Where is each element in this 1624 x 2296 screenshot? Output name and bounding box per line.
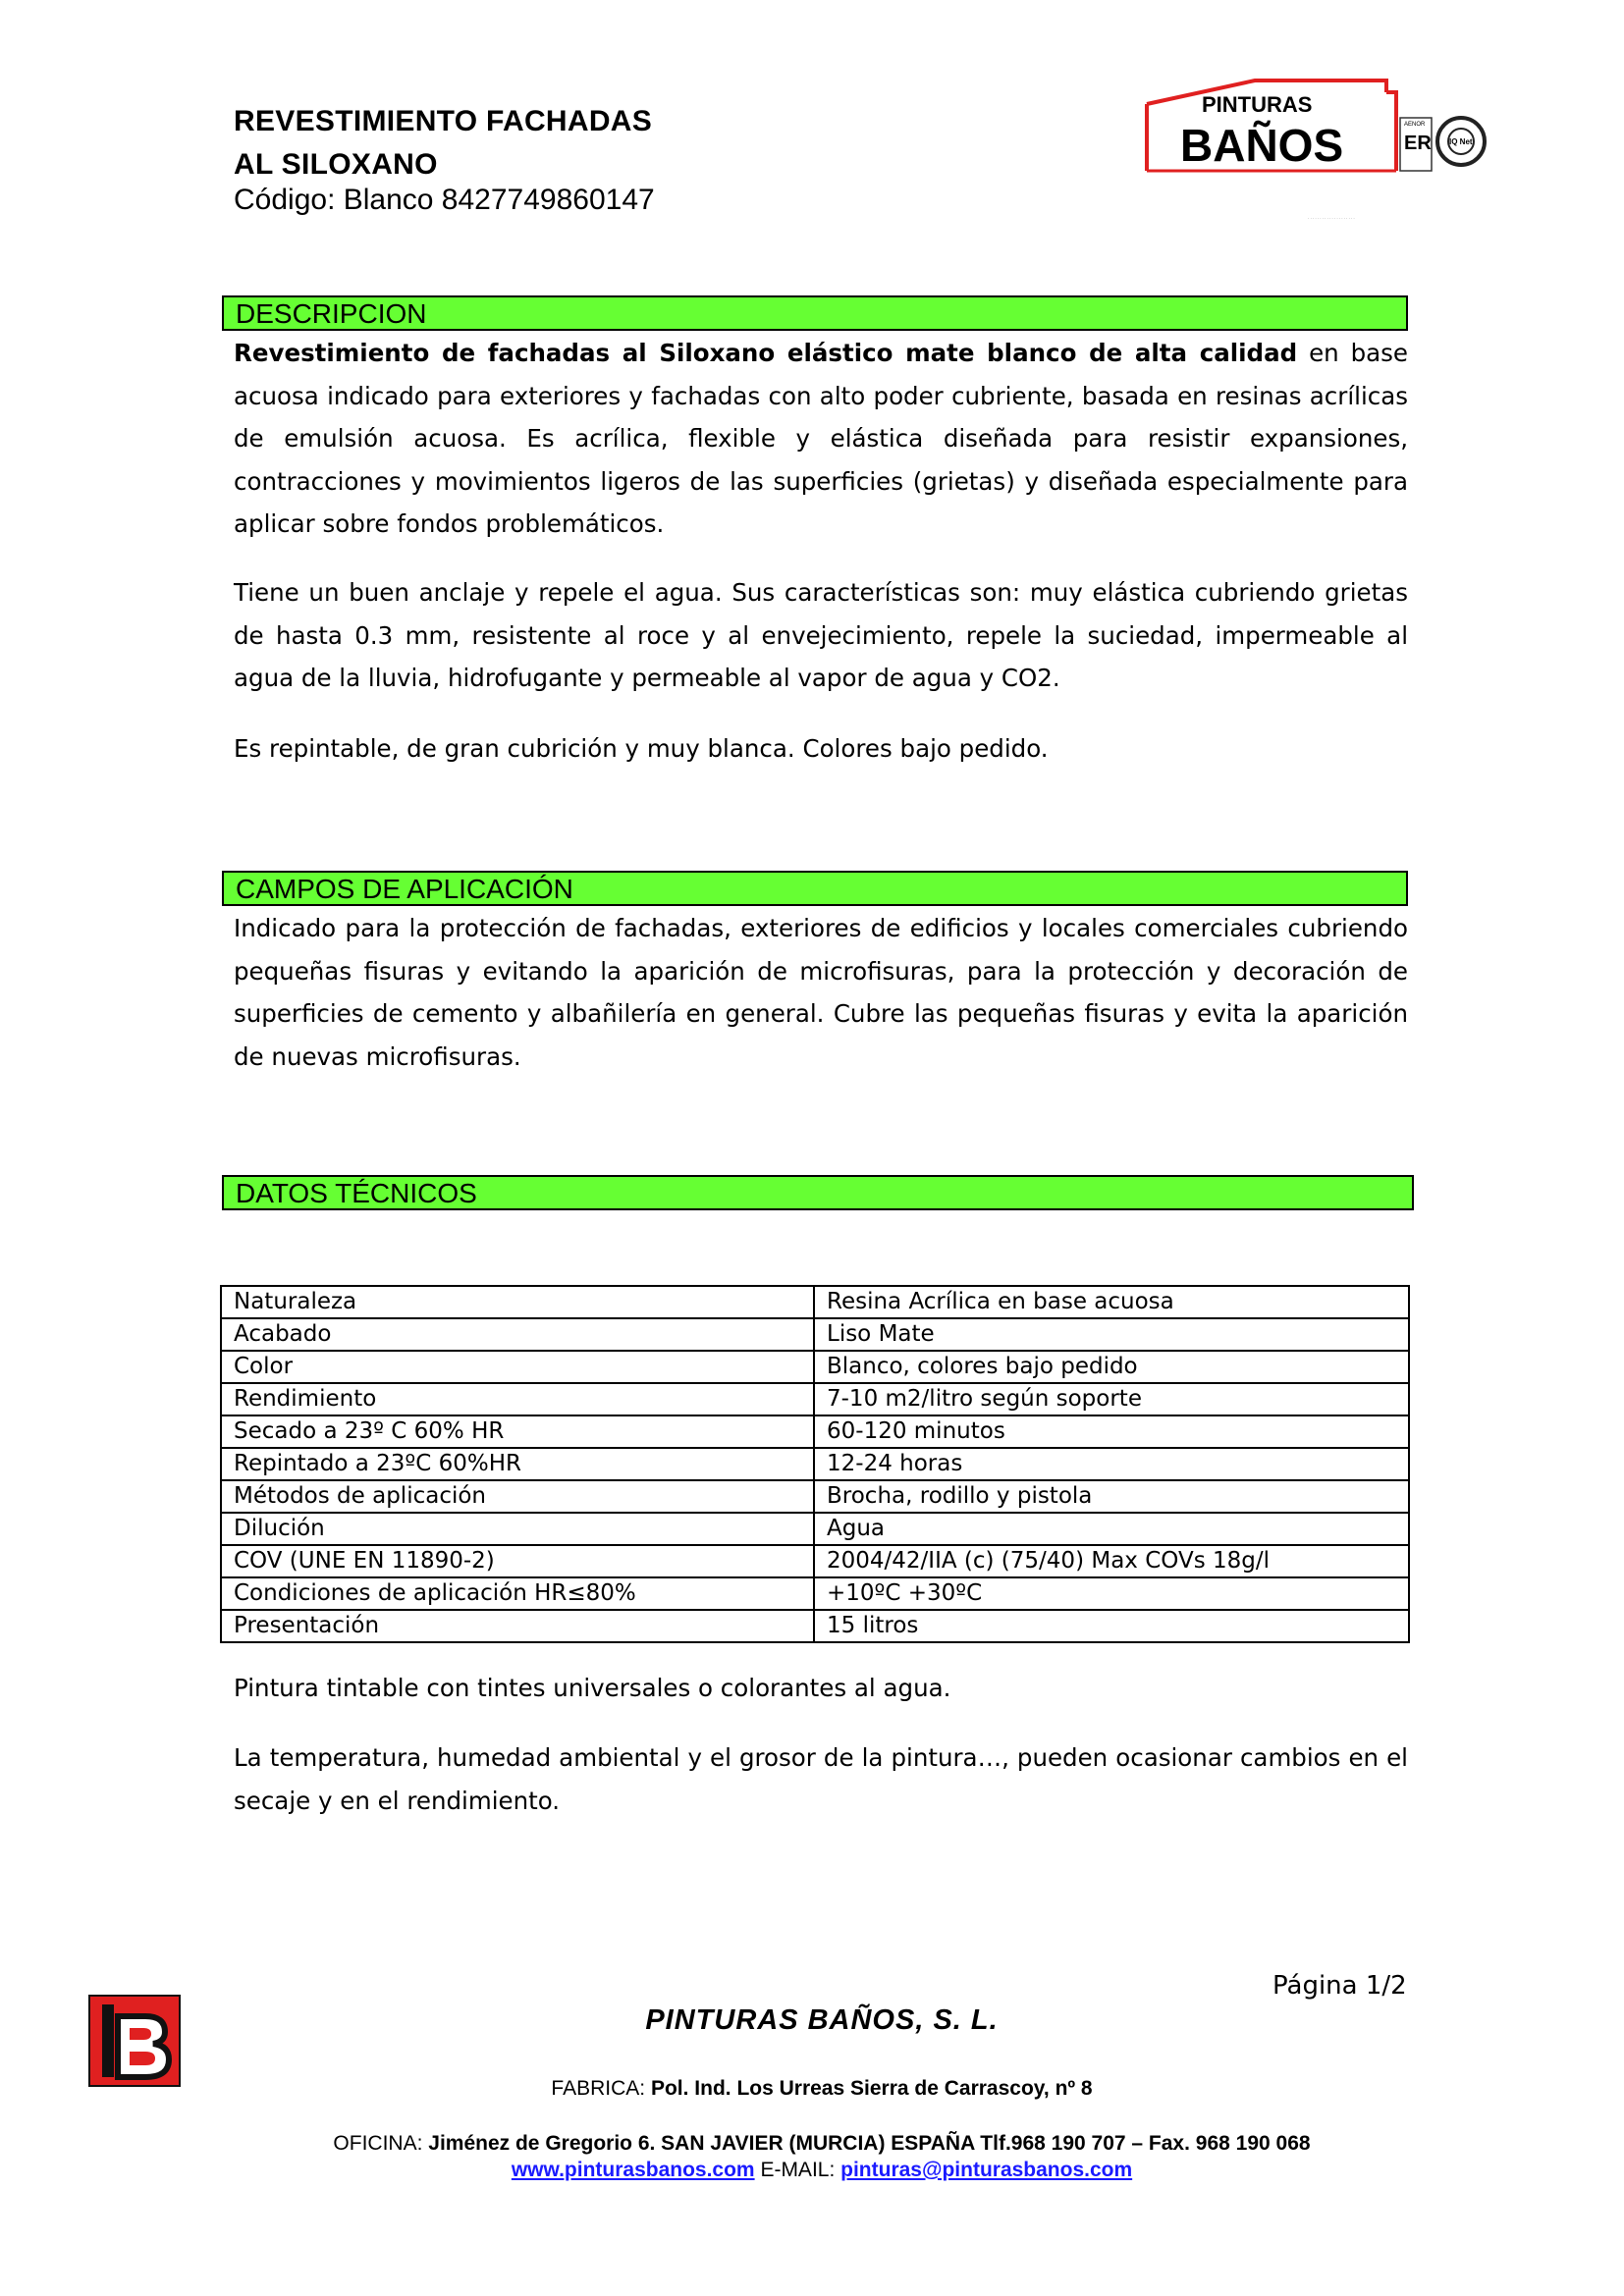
svg-text:AENOR: AENOR (1404, 122, 1426, 128)
svg-text:ER: ER (1404, 133, 1432, 154)
table-row (221, 1480, 1409, 1513)
descripcion-paragraph-3: Es repintable, de gran cubrición y muy blanca. Colores bajo pedido. (234, 734, 1049, 763)
table-value: Blanco, colores bajo pedido (814, 1351, 1409, 1383)
descripcion-paragraph-2: Tiene un buen anclaje y repele el agua. Sus características son: muy elástica cubriendo grietas de hasta 0.3 mm, resistente al roce y al envejecimiento, repele la suciedad, impermeable al agua de la lluvia, hidrofugante y permeable al vapor de agua y CO2. (234, 578, 1408, 692)
table-row (221, 1513, 1409, 1545)
house-roof-icon (1139, 75, 1492, 183)
table-row (221, 1545, 1409, 1577)
title-line-1: REVESTIMIENTO FACHADAS (234, 105, 653, 137)
table-key: Repintado a 23ºC 60%HR (221, 1448, 814, 1480)
logo-fine-print: · · · · · · · · · · · · · · · · · · · · (1308, 216, 1355, 221)
datos-note-2: La temperatura, humedad ambiental y el grosor de la pintura…, pueden ocasionar cambios en el secaje y en el rendimiento. (234, 1743, 1408, 1815)
logo-text-main: BAÑOS (1180, 120, 1344, 171)
table-key: Secado a 23º C 60% HR (221, 1415, 814, 1448)
svg-text:IQ Net: IQ Net (1449, 137, 1473, 146)
product-code: Código: Blanco 8427749860147 (234, 184, 655, 216)
table-row (221, 1318, 1409, 1351)
campos-paragraph: Indicado para la protección de fachadas, exteriores de edificios y locales comerciales cubriendo pequeñas fisuras y evitando la aparición de microfisuras, para la protección y decoración de superficies de cemento y albañilería en general. Cubre las pequeñas fisuras y evita la aparición de nuevas microfisuras. (234, 914, 1408, 1071)
table-key: Color (221, 1351, 814, 1383)
table-row (221, 1351, 1409, 1383)
datos-note-1: Pintura tintable con tintes universales o colorantes al agua. (234, 1674, 951, 1702)
descripcion-paragraph-1 (234, 332, 1408, 546)
contact-line (0, 2159, 1624, 2182)
title-line-2: AL SILOXANO (234, 148, 438, 181)
table-row (221, 1415, 1409, 1448)
table-key: Naturaleza (221, 1286, 814, 1318)
table-key: Métodos de aplicación (221, 1480, 814, 1513)
table-row (221, 1286, 1409, 1318)
table-key: Condiciones de aplicación HR≤80% (221, 1577, 814, 1610)
website-link[interactable]: www.pinturasbanos.com (511, 2159, 755, 2181)
table-value: 60-120 minutos (814, 1415, 1409, 1448)
email-label: E-MAIL: (754, 2159, 841, 2181)
table-value: Agua (814, 1513, 1409, 1545)
table-key: Presentación (221, 1610, 814, 1642)
section-heading-datos: DATOS TÉCNICOS (222, 1175, 1414, 1210)
page-number: Página 1/2 (1272, 1971, 1407, 2001)
table-value: Brocha, rodillo y pistola (814, 1480, 1409, 1513)
table-key: Dilución (221, 1513, 814, 1545)
table-row (221, 1448, 1409, 1480)
table-row (221, 1610, 1409, 1642)
factory-address: FABRICA: Pol. Ind. Los Urreas Sierra de Carrascoy, nº 8 (551, 2077, 1093, 2100)
descripcion-body: en base acuosa indicado para exteriores y fachadas con alto poder cubriente, basada en resinas acrílicas de emulsión acuosa. Es acrílica, flexible y elástica diseñada para resistir expansiones, contracciones y movimientos ligeros de las superficies (grietas) y diseñada especialmente para aplicar sobre fondos problemáticos. (234, 339, 1408, 538)
table-row (221, 1577, 1409, 1610)
table-row (221, 1383, 1409, 1415)
document-title (234, 100, 652, 187)
technical-data-table (220, 1285, 1410, 1643)
table-value: +10ºC +30ºC (814, 1577, 1409, 1610)
table-value: Liso Mate (814, 1318, 1409, 1351)
table-key: COV (UNE EN 11890-2) (221, 1545, 814, 1577)
office-address: OFICINA: Jiménez de Gregorio 6. SAN JAVIER (MURCIA) ESPAÑA Tlf.968 190 707 – Fax. 968 190 068 (333, 2132, 1311, 2155)
descripcion-lead: Revestimiento de fachadas al Siloxano elástico mate blanco de alta calidad (234, 339, 1298, 367)
company-name: PINTURAS BAÑOS, S. L. (645, 2004, 999, 2036)
company-logo (1139, 75, 1492, 183)
section-heading-campos: CAMPOS DE APLICACIÓN (222, 871, 1408, 906)
table-value: 2004/42/IIA (c) (75/40) Max COVs 18g/l (814, 1545, 1409, 1577)
logo-text-top: PINTURAS (1202, 92, 1313, 117)
email-link[interactable]: pinturas@pinturasbanos.com (840, 2159, 1133, 2181)
section-heading-descripcion: DESCRIPCION (222, 295, 1408, 331)
table-value: 7-10 m2/litro según soporte (814, 1383, 1409, 1415)
table-value: Resina Acrílica en base acuosa (814, 1286, 1409, 1318)
table-value: 12-24 horas (814, 1448, 1409, 1480)
table-key: Rendimiento (221, 1383, 814, 1415)
table-value: 15 litros (814, 1610, 1409, 1642)
table-key: Acabado (221, 1318, 814, 1351)
